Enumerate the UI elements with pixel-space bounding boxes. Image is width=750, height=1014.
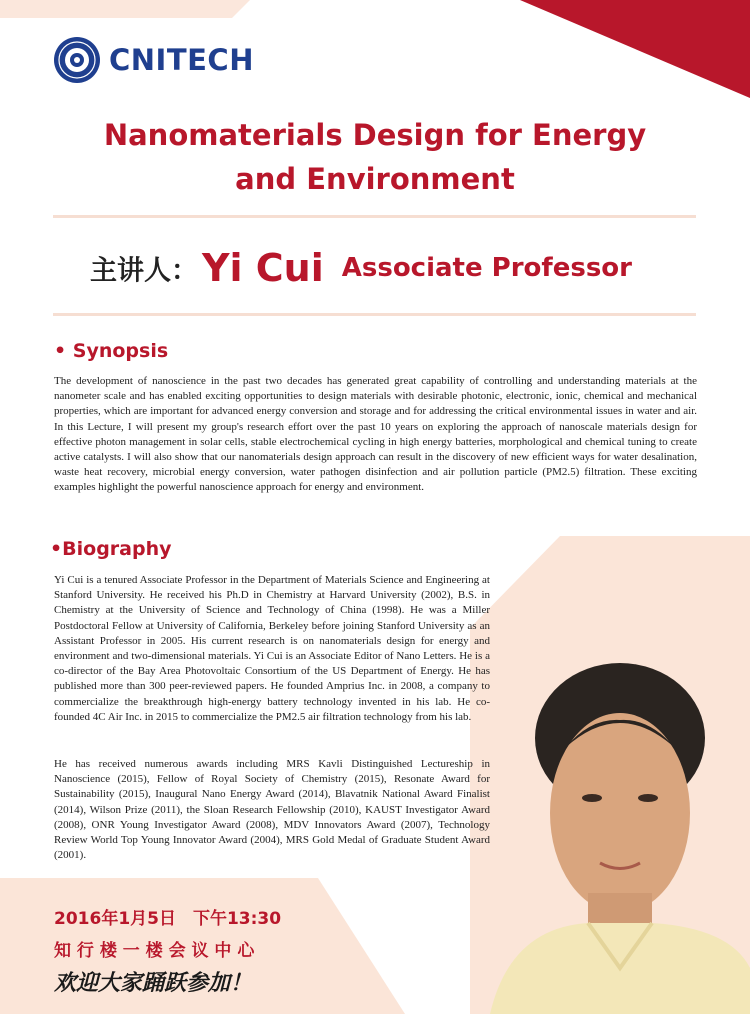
title-line-1: Nanomaterials Design for Energy [103,118,647,152]
cnitech-logo [53,36,254,84]
biography-paragraph-1: Yi Cui is a tenured Associate Professor in the Department of Materials Science and Engineering at Stanford University. He received his Ph.D in Chemistry at Harvard University (2002), B.S. in Chemistry at the University of Science and Technology of China (1998). He was a Miller Postdoctoral Fellow at University of California, Berkeley before joining Stanford University as an Assistant Professor in 2005. His current research is on nanomaterials design for energy and environment and two-dimensional materials. Yi Cui is an Associate Editor of Nano Letters. He is a co-director of the Bay Area Photovoltaic Consortium of the US Department of Energy. He has published more than 300 peer-reviewed papers. He founded Amprius Inc. in 2008, a company to commercialize the breakthrough high-energy battery technology invented in his lab. He co-founded 4C Air Inc. in 2015 to commercialize the PM2.5 air filtration technology from his lab. [54,574,490,723]
synopsis-text: The development of nanoscience in the past two decades has generated great capability of controlling and understanding materials at the nanometer scale and has enabled exciting opportunities to design materials with desirable photonic, electronic, ionic, chemical and mechanical properties, which are important for advanced energy conversion and storage and for addressing the critical environmental issues in water and air. In this Lecture, I will present my group's research effort over the past 10 years on exploring the approach of nanoscale materials design for effective photon management in solar cells, stable electrochemical cycling in high energy batteries, morphological and chemical tuning to create active catalysts. I will also show that our nanomaterials design approach can result in the discovery of new efficient ways for water desalination, waste heat recovery, microbial energy conversion, water pathogen disinfection and air pollution particle (PM2.5) filtration. These exciting examples highlight the powerful nanoscience approach for energy and environment. [54,375,697,494]
speaker-label: 主讲人： [90,255,198,287]
speaker-name: Yi Cui [202,246,324,290]
speaker-portrait [470,628,750,1014]
institute-seal-icon [53,36,101,84]
divider-top [53,215,696,218]
speaker-role: Associate Professor [341,253,632,283]
event-location: 知 行 楼 一 楼 会 议 中 心 [54,941,255,961]
divider-bottom [53,313,696,316]
biography-paragraph-2: He has received numerous awards including MRS Kavli Distinguished Lectureship in Nanoscience (2015), Fellow of Royal Society of Chemistry (2015), Resonate Award for Sustainability (2015), Inaugural Nano Energy Award (2014), Blavatnik National Award Finalist (2014), Wilson Prize (2011), the Sloan Research Fellowship (2010), KAUST Investigator Award (2008), ONR Young Investigator Award (2008), MDV Innovators Award (2007), Technology Review World Top Young Innovator Award (2004), MRS Gold Medal of Graduate Student Award (2001). [54,758,490,862]
lecture-title [60,113,690,201]
logo-text: CNITECH [109,43,254,77]
synopsis-heading: • Synopsis [54,340,169,362]
top-left-peach-band [0,0,250,18]
event-welcome: 欢迎大家踊跃参加！ [54,971,253,996]
title-line-2: and Environment [235,162,515,196]
event-datetime: 2016年1月5日 下午13:30 [54,909,282,929]
speaker-line [90,246,632,290]
biography-heading: •Biography [50,538,172,560]
top-right-red-band [520,0,750,98]
